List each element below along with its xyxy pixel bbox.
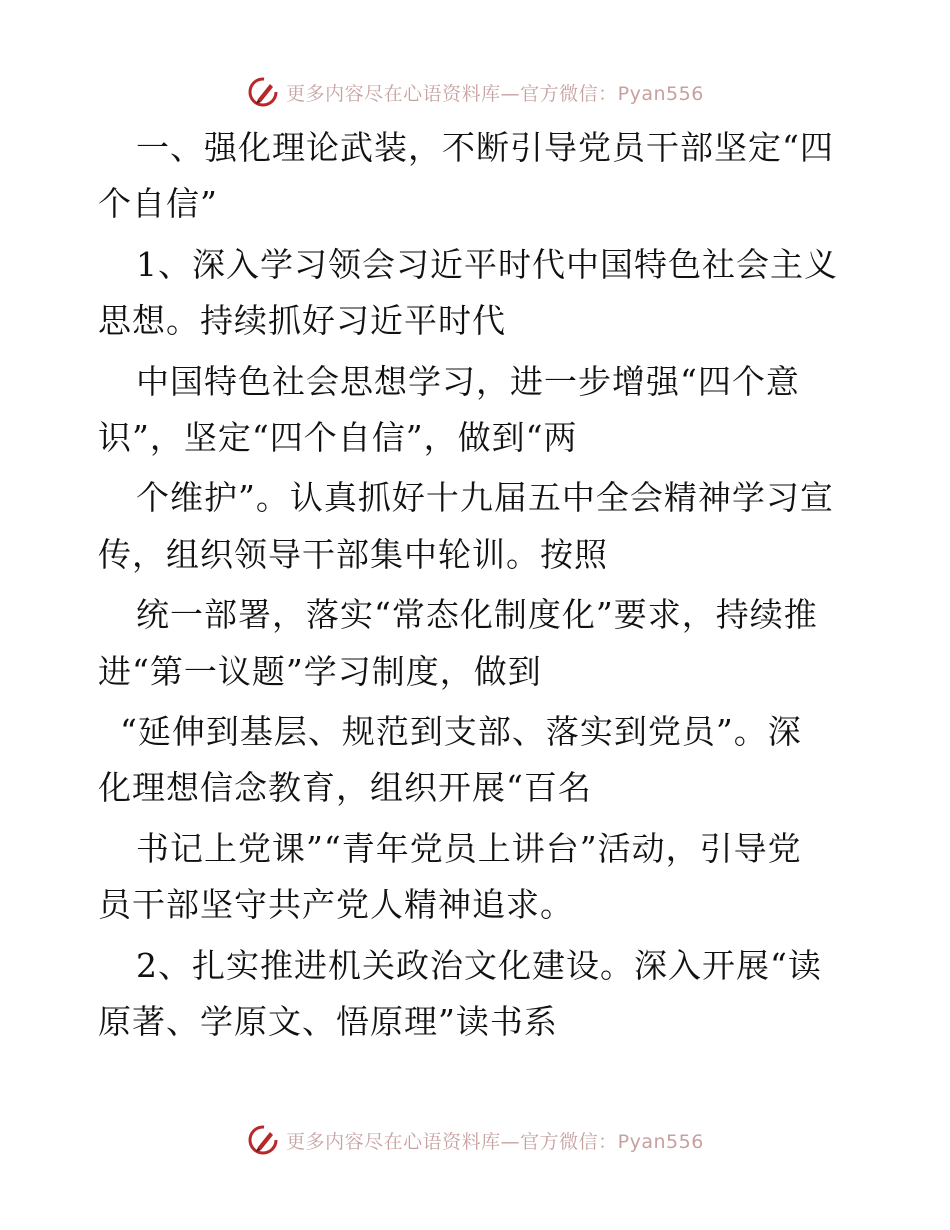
text-line: 识”，坚定“四个自信”，做到“两: [98, 418, 578, 458]
text-line: 统一部署，落实“常态化制度化”要求，持续推: [136, 595, 818, 635]
item-heading: 1、深入学习领会习近平时代中国特色社会主义: [136, 244, 838, 284]
red-pen-logo-icon: [246, 1123, 280, 1157]
footer-watermark: [0, 1120, 950, 1160]
text-line: “延伸到基层、规范到支部、落实到党员”。深: [120, 712, 802, 752]
header-watermark: [0, 72, 950, 112]
text-line: 进“第一议题”学习制度，做到: [98, 651, 542, 691]
text-line: 原著、学原文、悟原理”读书系: [98, 1002, 558, 1042]
text-line: 书记上党课”“青年党员上讲台”活动，引导党: [136, 828, 802, 868]
text-line: 思想。持续抓好习近平时代: [98, 301, 506, 341]
text-line: 化理想信念教育，组织开展“百名: [98, 768, 592, 808]
item-heading: 2、扎实推进机关政治文化建设。深入开展“读: [136, 945, 822, 985]
section-heading: 一、强化理论武装，不断引导党员干部坚定“四: [136, 128, 834, 167]
document-body: [98, 120, 858, 1051]
text-line: 传，组织领导干部集中轮训。按照: [98, 534, 608, 574]
red-pen-logo-icon: [246, 75, 280, 109]
text-line: 个维护”。认真抓好十九届五中全会精神学习宣: [136, 478, 834, 518]
footer-banner-text: 更多内容尽在心语资料库—官方微信：Pyan556: [286, 1130, 704, 1153]
text-line: 员干部坚守共产党人精神追求。: [98, 885, 574, 925]
text-line: 中国特色社会思想学习，进一步增强“四个意: [136, 361, 800, 401]
text-line: 个自信”: [98, 184, 218, 224]
header-banner-text: 更多内容尽在心语资料库—官方微信：Pyan556: [286, 82, 704, 105]
